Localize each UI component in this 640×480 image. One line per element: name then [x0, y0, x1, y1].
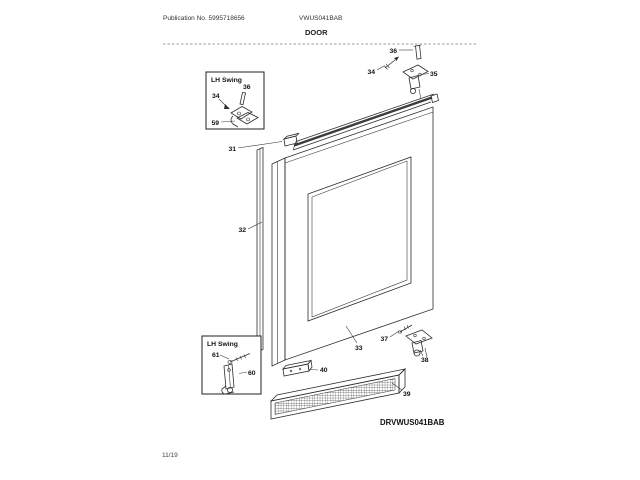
- screw-icon-34-top-right: [384, 57, 399, 70]
- callout-36-top-right: 36: [389, 48, 397, 55]
- callout-33-group: [346, 326, 363, 352]
- model-number: VWUS041BAB: [299, 15, 343, 22]
- inset-bottom-title: LH Swing: [207, 341, 238, 348]
- inset-lh-swing-bottom: [202, 336, 261, 394]
- callout-59: 59: [211, 120, 219, 127]
- door-clip: [228, 133, 299, 153]
- publication-number: Publication No. 5995718656: [163, 15, 245, 22]
- callout-35: 35: [430, 71, 438, 78]
- callout-40: 40: [320, 367, 328, 374]
- pin-icon: [414, 45, 422, 59]
- inset-top-title: LH Swing: [211, 77, 242, 84]
- hardware-top-right: [367, 45, 437, 99]
- inset-lh-swing-top: [206, 72, 264, 129]
- callout-34-inset: 34: [212, 93, 220, 100]
- hinge-bracket-icon-38: [406, 330, 432, 357]
- grille-kickplate: [271, 369, 411, 419]
- drawing-code: DRVWUS041BAB: [380, 418, 445, 427]
- callout-38: 38: [421, 357, 429, 364]
- callout-33: 33: [355, 345, 363, 352]
- page-code: 11/19: [162, 452, 178, 459]
- callout-31: 31: [228, 146, 236, 153]
- hinge-bottom-right: [380, 325, 432, 364]
- callout-34-top-right: 34: [367, 69, 375, 76]
- screw-icon-37: [398, 325, 412, 333]
- vent-bracket-40: [283, 361, 328, 377]
- door-recessed-panel: [308, 157, 411, 321]
- door-top-trim: [293, 94, 439, 150]
- callout-39: 39: [403, 391, 411, 398]
- callout-61: 61: [212, 352, 220, 359]
- callout-60: 60: [248, 370, 256, 377]
- callout-32: 32: [238, 227, 246, 234]
- callout-36-inset: 36: [243, 84, 251, 91]
- section-title: DOOR: [305, 28, 328, 37]
- hinge-bracket-icon-top-right: [403, 65, 428, 99]
- callout-37: 37: [380, 336, 388, 343]
- gasket-strip: [238, 148, 263, 353]
